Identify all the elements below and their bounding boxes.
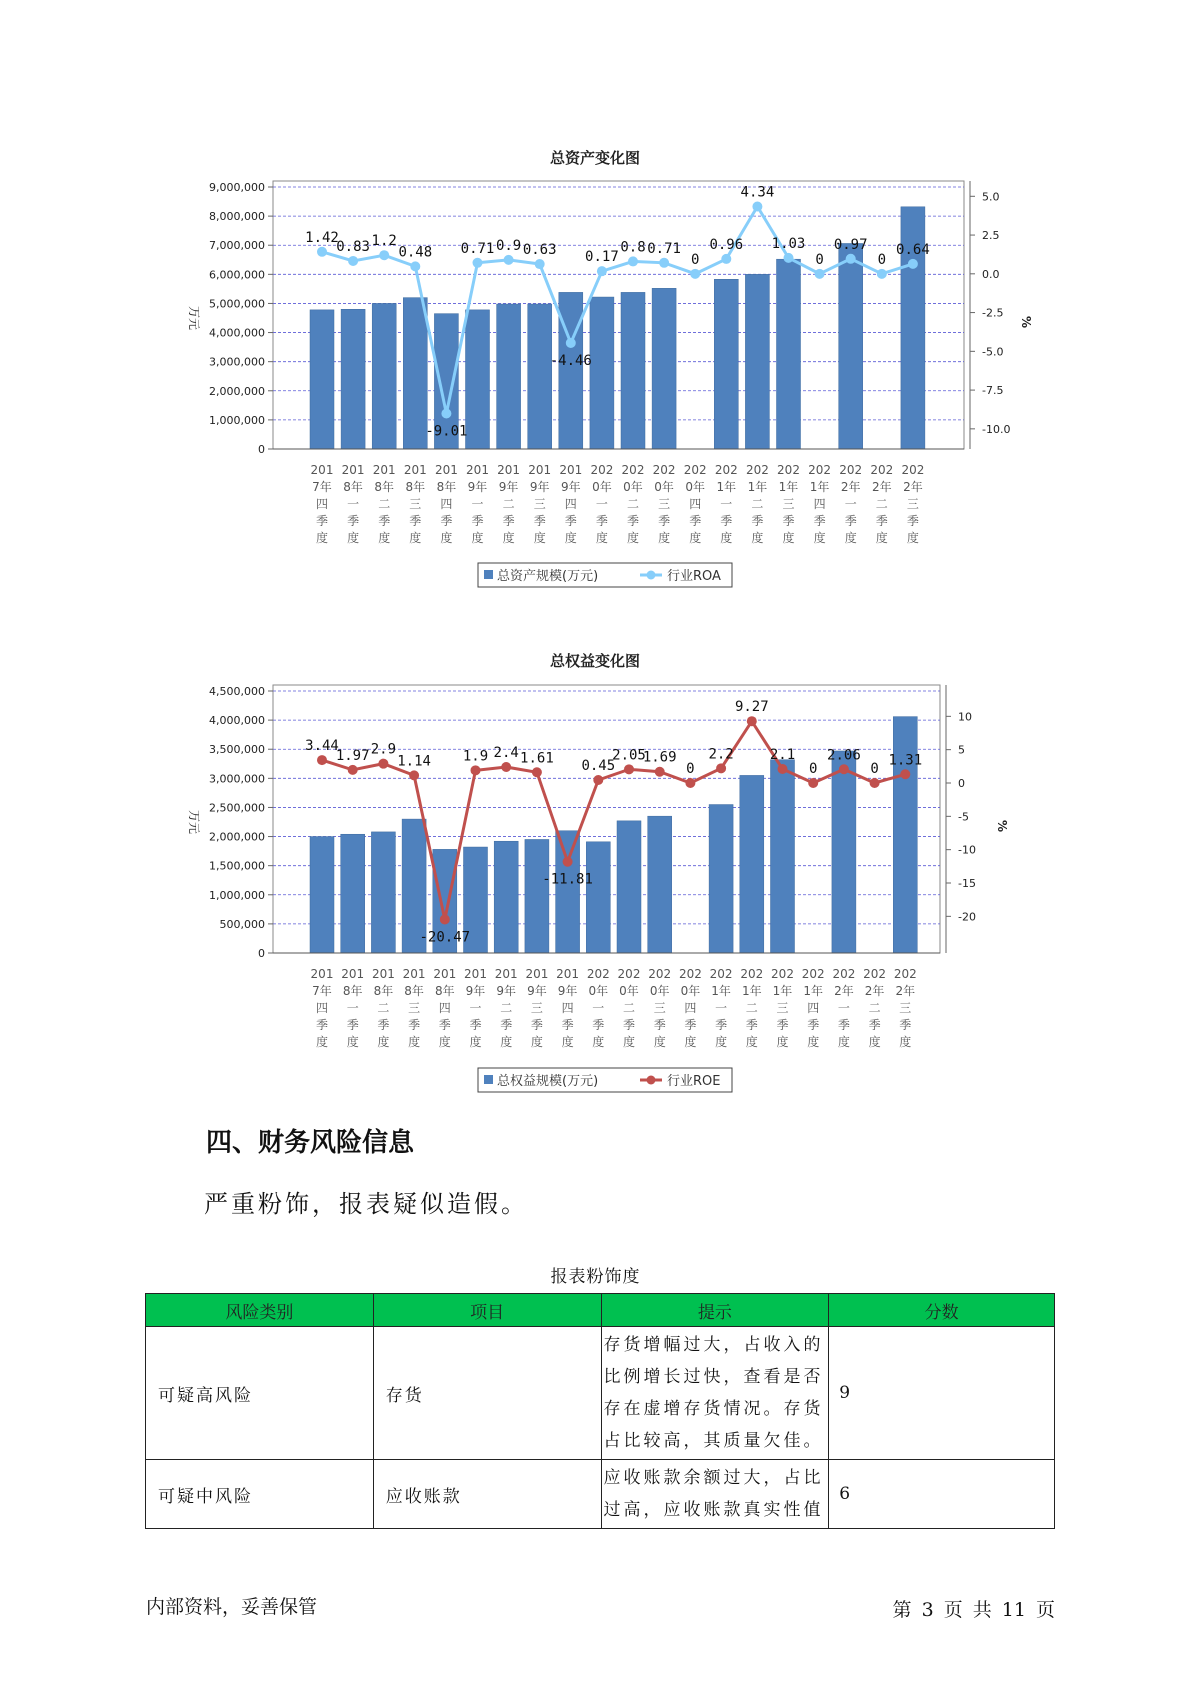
table-caption: 报表粉饰度 bbox=[550, 1267, 641, 1287]
left-tick-label: 2,000,000 bbox=[209, 384, 265, 398]
x-category-label: 202 2年三季度 bbox=[893, 967, 917, 1049]
header-item: 项目 bbox=[373, 1294, 601, 1327]
x-category-label: 201 9年四季度 bbox=[559, 463, 583, 545]
x-category-label: 201 8年一季度 bbox=[341, 463, 365, 545]
x-category-label: 201 8年三季度 bbox=[402, 967, 426, 1049]
x-category-label: 201 8年二季度 bbox=[371, 967, 395, 1049]
line-point bbox=[747, 716, 757, 726]
line-point bbox=[593, 775, 603, 785]
line-data-label: 0 bbox=[690, 251, 700, 268]
line-point bbox=[501, 762, 511, 772]
x-category-label: 201 8年一季度 bbox=[341, 967, 365, 1049]
line-data-label: 0 bbox=[870, 761, 879, 777]
x-category-label: 202 1年四季度 bbox=[801, 967, 825, 1049]
line-data-label: 0.48 bbox=[398, 244, 433, 261]
line-data-label: -9.01 bbox=[425, 423, 468, 440]
line-data-label: 2.2 bbox=[708, 746, 734, 763]
table-row bbox=[146, 1327, 1055, 1460]
header-tip: 提示 bbox=[601, 1294, 829, 1327]
line-data-label: 1.97 bbox=[335, 747, 370, 764]
chart-title: 总权益变化图 bbox=[549, 652, 641, 670]
line-data-label: 0 bbox=[686, 761, 695, 777]
line-data-label: 0.83 bbox=[336, 238, 370, 255]
x-category-label: 201 8年四季度 bbox=[433, 967, 457, 1049]
item-cell: 存货 bbox=[373, 1327, 601, 1460]
left-tick-label: 6,000,000 bbox=[209, 268, 265, 282]
bar bbox=[310, 837, 334, 953]
x-category-label: 201 7年四季度 bbox=[310, 967, 334, 1049]
line-point bbox=[471, 765, 481, 775]
bar bbox=[771, 760, 795, 953]
left-tick-label: 1,500,000 bbox=[209, 859, 265, 873]
x-category-label: 201 8年四季度 bbox=[434, 463, 458, 545]
x-category-label: 202 2年二季度 bbox=[870, 463, 894, 545]
line-data-label: 0.63 bbox=[522, 242, 557, 259]
item-cell: 应收账款 bbox=[373, 1460, 601, 1529]
line-data-label: 2.4 bbox=[493, 745, 519, 761]
right-tick-label: -10 bbox=[958, 843, 976, 857]
x-category-label: 201 8年二季度 bbox=[372, 463, 396, 545]
line-point bbox=[624, 764, 634, 774]
line-point bbox=[440, 914, 450, 924]
right-axis-unit: % bbox=[1019, 315, 1033, 329]
right-tick-label: -2.5 bbox=[982, 306, 1004, 320]
x-category-label: 201 9年一季度 bbox=[464, 967, 487, 1049]
tip-text: 存货增幅过大，占收入的比例增长过快，查看是否存在虚增存货情况。存货占比较高，其质量欠佳。 bbox=[603, 1335, 824, 1451]
line-point bbox=[900, 769, 910, 779]
x-category-label: 202 1年三季度 bbox=[777, 463, 800, 545]
line-data-label: 1.31 bbox=[888, 752, 923, 769]
section-heading: 四、财务风险信息 bbox=[206, 1128, 415, 1158]
conclusion-text: 严重粉饰，报表疑似造假。 bbox=[204, 1190, 528, 1218]
x-category-label: 201 7年四季度 bbox=[310, 463, 334, 545]
line-point bbox=[655, 767, 665, 777]
right-tick-label: 2.5 bbox=[982, 229, 1000, 243]
left-tick-label: 500,000 bbox=[219, 917, 265, 931]
x-category-label: 201 9年三季度 bbox=[528, 463, 552, 545]
line-data-label: 2.06 bbox=[827, 747, 861, 764]
left-tick-label: 3,000,000 bbox=[209, 772, 265, 786]
line-data-label: 1.69 bbox=[642, 749, 677, 766]
left-tick-label: 0 bbox=[258, 947, 265, 960]
bar bbox=[371, 832, 395, 953]
line-data-label: 2.1 bbox=[769, 747, 796, 763]
line-point bbox=[685, 778, 695, 788]
right-tick-label: 0 bbox=[958, 777, 965, 790]
bar bbox=[740, 775, 764, 953]
line-point bbox=[808, 778, 818, 788]
x-category-label: 202 0年三季度 bbox=[648, 967, 672, 1049]
line-data-label: 0 bbox=[877, 251, 887, 268]
x-category-label: 202 0年四季度 bbox=[683, 463, 707, 545]
right-tick-label: 10 bbox=[958, 710, 972, 724]
left-tick-label: 4,000,000 bbox=[209, 326, 265, 340]
line-point bbox=[317, 755, 327, 765]
left-tick-label: 5,000,000 bbox=[209, 297, 265, 311]
legend-bar-label: 总权益规模(万元) bbox=[497, 1074, 599, 1089]
left-tick-label: 8,000,000 bbox=[209, 210, 265, 224]
line-data-label: -4.46 bbox=[549, 352, 592, 369]
left-tick-label: 1,000,000 bbox=[209, 888, 265, 902]
tip-cell bbox=[601, 1327, 829, 1460]
line-data-label: 0.17 bbox=[585, 249, 619, 266]
line-point bbox=[839, 764, 849, 774]
x-category-label: 202 0年一季度 bbox=[590, 463, 614, 545]
x-category-label: 201 9年二季度 bbox=[497, 463, 521, 545]
footer-confidential-note: 内部资料，妥善保管 bbox=[146, 1596, 318, 1618]
line-data-label: 1.2 bbox=[371, 233, 397, 250]
line-data-label: -20.47 bbox=[419, 929, 471, 946]
line-point bbox=[563, 857, 573, 867]
line-data-label: 0.8 bbox=[620, 239, 646, 256]
line-point bbox=[532, 767, 542, 777]
line-data-label: 0.45 bbox=[581, 758, 616, 774]
score-cell: 6 bbox=[829, 1460, 1055, 1529]
legend-bar-swatch bbox=[484, 1075, 493, 1084]
chart-title: 总资产变化图 bbox=[549, 149, 641, 167]
x-category-label: 202 1年二季度 bbox=[745, 463, 769, 545]
line-data-label: 1.03 bbox=[771, 235, 806, 252]
line-data-label: 0.9 bbox=[495, 237, 522, 254]
left-tick-label: 4,500,000 bbox=[209, 685, 265, 698]
line-point bbox=[409, 770, 419, 780]
bar bbox=[648, 816, 672, 953]
x-category-label: 202 1年一季度 bbox=[714, 463, 738, 545]
left-tick-label: 1,000,000 bbox=[209, 413, 265, 427]
footer-page-number: 第 3 页 共 11 页 bbox=[892, 1599, 1055, 1621]
right-tick-label: 5.0 bbox=[982, 190, 1000, 204]
bar bbox=[709, 805, 733, 953]
left-tick-label: 0 bbox=[258, 443, 265, 456]
x-category-label: 201 9年一季度 bbox=[466, 463, 489, 545]
bar bbox=[341, 834, 365, 953]
left-tick-label: 7,000,000 bbox=[209, 239, 265, 253]
x-category-label: 201 9年三季度 bbox=[525, 967, 549, 1049]
table-row bbox=[146, 1460, 1055, 1529]
bar bbox=[617, 821, 641, 953]
legend-line-label: 行业ROE bbox=[667, 1074, 721, 1089]
line-data-label: 0.71 bbox=[647, 240, 681, 257]
right-tick-label: -7.5 bbox=[982, 384, 1004, 398]
line-data-label: 1.42 bbox=[305, 229, 339, 246]
line-data-label: 1.14 bbox=[397, 753, 431, 770]
line-data-label: 2.9 bbox=[370, 741, 397, 758]
tip-cell bbox=[601, 1460, 829, 1529]
left-axis-unit: 万元 bbox=[187, 809, 201, 835]
right-tick-label: -20 bbox=[958, 910, 976, 924]
line-point bbox=[348, 765, 358, 775]
x-category-label: 202 0年三季度 bbox=[652, 463, 676, 545]
line-data-label: 2.05 bbox=[612, 747, 646, 764]
right-tick-label: -5 bbox=[958, 810, 969, 824]
right-tick-label: -10.0 bbox=[982, 422, 1011, 436]
x-category-label: 202 1年二季度 bbox=[740, 967, 764, 1049]
x-category-label: 201 8年三季度 bbox=[403, 463, 427, 545]
header-score: 分数 bbox=[829, 1294, 1055, 1327]
right-axis-unit: % bbox=[995, 819, 1009, 833]
risk-category-cell: 可疑高风险 bbox=[146, 1327, 374, 1460]
x-category-label: 202 2年一季度 bbox=[839, 463, 863, 545]
legend-bar-label: 总资产规模(万元) bbox=[497, 569, 599, 584]
right-tick-label: -15 bbox=[958, 877, 976, 890]
line-data-label: 0.97 bbox=[833, 236, 868, 253]
x-category-label: 202 1年一季度 bbox=[709, 967, 733, 1049]
right-tick-label: 5 bbox=[958, 743, 965, 757]
table-header-row bbox=[146, 1294, 1055, 1327]
x-category-label: 202 2年二季度 bbox=[863, 967, 887, 1049]
left-tick-label: 3,500,000 bbox=[209, 743, 265, 757]
line-data-label: 4.34 bbox=[740, 184, 775, 201]
line-data-label: 0 bbox=[808, 761, 818, 777]
line-data-label: 0.71 bbox=[460, 240, 495, 257]
risk-category-cell: 可疑中风险 bbox=[146, 1460, 374, 1529]
left-tick-label: 4,000,000 bbox=[209, 714, 265, 728]
line-point bbox=[870, 778, 880, 788]
bar bbox=[832, 751, 856, 953]
risk-table bbox=[145, 1293, 1055, 1529]
line-data-label: 1.9 bbox=[462, 748, 489, 765]
x-category-label: 201 9年四季度 bbox=[556, 967, 580, 1049]
bar bbox=[586, 842, 610, 953]
x-category-label: 202 0年二季度 bbox=[617, 967, 641, 1049]
header-risk-category: 风险类别 bbox=[146, 1294, 374, 1327]
x-category-label: 202 2年一季度 bbox=[832, 967, 856, 1049]
left-tick-label: 3,000,000 bbox=[209, 355, 265, 369]
bar bbox=[525, 839, 549, 953]
line-point bbox=[716, 763, 726, 773]
line-data-label: 9.27 bbox=[734, 699, 769, 716]
line-point bbox=[778, 764, 788, 774]
line-data-label: 0.96 bbox=[709, 236, 744, 253]
x-category-label: 202 1年三季度 bbox=[771, 967, 794, 1049]
line-data-label: 0 bbox=[815, 251, 824, 268]
bar bbox=[556, 831, 580, 953]
x-category-label: 202 2年三季度 bbox=[901, 463, 925, 545]
x-category-label: 202 1年四季度 bbox=[808, 463, 832, 545]
line-data-label: 1.61 bbox=[520, 750, 554, 767]
left-tick-label: 9,000,000 bbox=[209, 181, 265, 194]
x-category-label: 202 0年一季度 bbox=[586, 967, 610, 1049]
x-category-label: 202 0年二季度 bbox=[621, 463, 645, 545]
bar bbox=[494, 841, 518, 953]
left-axis-unit: 万元 bbox=[187, 305, 201, 331]
left-tick-label: 2,500,000 bbox=[209, 801, 265, 815]
line-data-label: 3.44 bbox=[305, 738, 339, 755]
x-category-label: 201 9年二季度 bbox=[494, 967, 518, 1049]
score-cell: 9 bbox=[829, 1327, 1055, 1460]
line-point bbox=[378, 759, 388, 769]
legend-line-label: 行业ROA bbox=[667, 569, 721, 584]
left-tick-label: 2,000,000 bbox=[209, 830, 265, 844]
right-tick-label: -5.0 bbox=[982, 345, 1004, 359]
line-data-label: -11.81 bbox=[542, 871, 593, 888]
tip-text: 应收账款余额过大，占比过高，应收账款真实性值 bbox=[603, 1468, 824, 1520]
x-category-label: 202 0年四季度 bbox=[678, 967, 702, 1049]
legend-line-marker bbox=[647, 1076, 656, 1085]
right-tick-label: 0.0 bbox=[982, 267, 1000, 281]
line-data-label: 0.64 bbox=[896, 241, 930, 258]
